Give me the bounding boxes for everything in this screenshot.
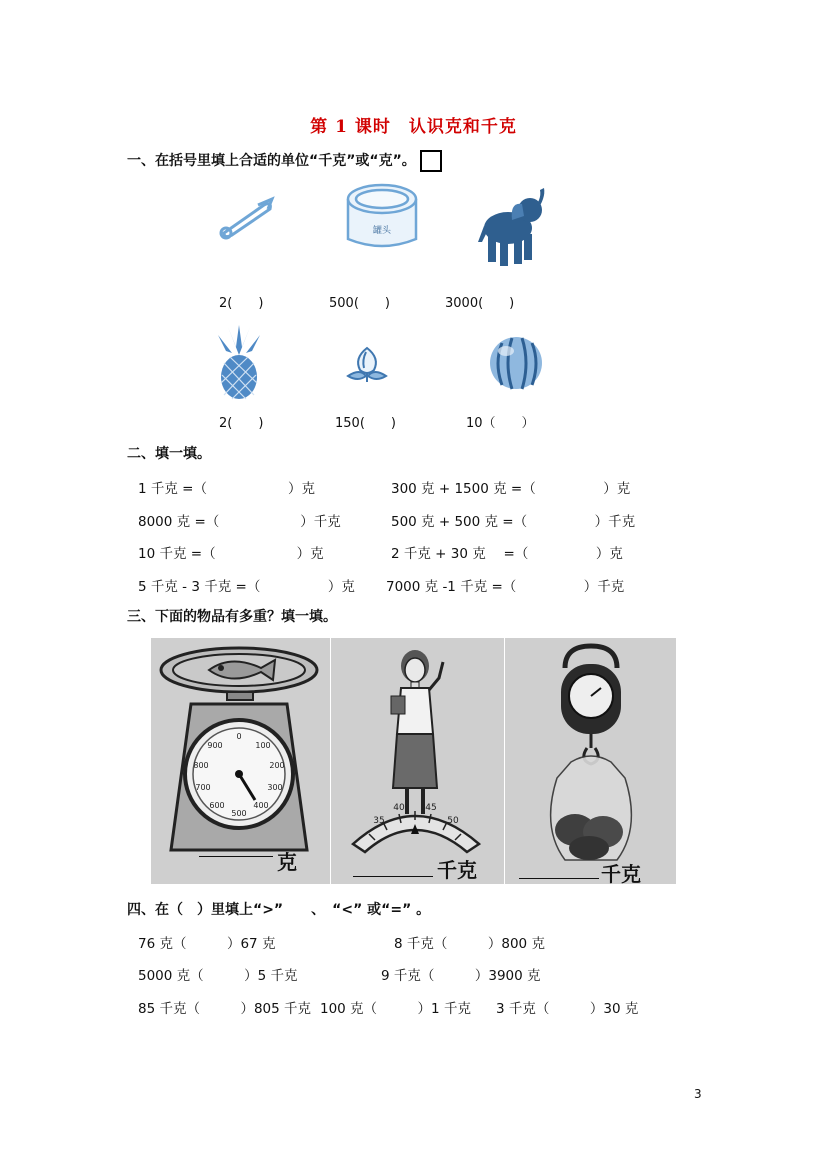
fill-row-4b[interactable]: 7000 克 -1 千克 =（ ）千克 — [386, 579, 625, 595]
answer-blank-pin[interactable]: 2( ) — [219, 296, 264, 311]
spring-scale-panel — [505, 638, 676, 884]
answer-blank-pineapple[interactable]: 2( ) — [219, 416, 264, 431]
girl-on-scale-icon — [331, 638, 504, 884]
kitchen-scale-panel — [151, 638, 330, 884]
dial-tick-100: 100 — [255, 741, 271, 750]
fill-row-2b[interactable]: 500 克 + 500 克 =（ ）千克 — [391, 514, 636, 530]
unit-label-fish: 克 — [277, 850, 297, 874]
answer-blank-can[interactable]: 500( ) — [329, 296, 390, 311]
page-title: 第 1 课时 认识克和千克 — [310, 117, 517, 137]
body-scale-panel — [331, 638, 504, 884]
fill-row-1b[interactable]: 300 克 + 1500 克 =（ ）克 — [391, 481, 631, 497]
spring-scale-icon — [505, 638, 676, 884]
safety-pin-icon — [218, 195, 276, 241]
can-icon — [344, 181, 420, 253]
section2-heading: 二、填一填。 — [127, 446, 211, 462]
dial-tick-0: 0 — [236, 732, 242, 741]
can-label: 罐头 — [372, 226, 392, 236]
page-number: 3 — [694, 1087, 702, 1101]
answer-line-fish[interactable] — [199, 856, 273, 857]
compare-row-3b[interactable]: 100 克（ ）1 千克 — [320, 1001, 471, 1017]
answer-blank-elephant[interactable]: 3000( ) — [445, 296, 515, 311]
fill-row-4a[interactable]: 5 千克 - 3 千克 =（ ）克 — [138, 579, 355, 595]
dial-tick-500: 500 — [231, 809, 247, 818]
section3-heading: 三、下面的物品有多重？填一填。 — [127, 609, 337, 625]
checkbox-square[interactable] — [420, 150, 442, 172]
fill-row-3b[interactable]: 2 千克 + 30 克 =（ ）克 — [391, 546, 623, 562]
dial-tick-400: 400 — [253, 801, 269, 810]
section1-heading — [127, 150, 442, 172]
dial-tick-700: 700 — [195, 783, 211, 792]
dial-tick-800: 800 — [193, 761, 209, 770]
compare-row-3c[interactable]: 3 千克（ ）30 克 — [496, 1001, 639, 1017]
answer-line-girl[interactable] — [353, 876, 433, 877]
compare-row-1a[interactable]: 76 克（ ）67 克 — [138, 936, 276, 952]
answer-line-bag[interactable] — [519, 878, 599, 879]
scale-tick-40: 40 — [393, 803, 405, 813]
compare-row-2b[interactable]: 9 千克（ ）3900 克 — [381, 968, 541, 984]
fill-row-2a[interactable]: 8000 克 =（ ）千克 — [138, 514, 341, 530]
answer-blank-watermelon[interactable]: 10（ ） — [466, 416, 535, 431]
dial-tick-900: 900 — [207, 741, 223, 750]
compare-row-1b[interactable]: 8 千克（ ）800 克 — [394, 936, 545, 952]
section1-heading-text: 一、在括号里填上合适的单位“千克”或“克”。 — [127, 153, 416, 169]
watermelon-icon — [488, 335, 544, 391]
compare-row-2a[interactable]: 5000 克（ ）5 千克 — [138, 968, 298, 984]
kitchen-scale-icon — [151, 638, 330, 884]
scale-tick-35: 35 — [373, 816, 385, 826]
peach-icon — [344, 342, 390, 388]
unit-label-bag: 千克 — [601, 862, 641, 884]
unit-label-girl: 千克 — [437, 858, 477, 882]
dial-tick-600: 600 — [209, 801, 225, 810]
compare-row-3a[interactable]: 85 千克（ ）805 千克 — [138, 1001, 312, 1017]
elephant-icon — [478, 186, 548, 268]
scale-tick-45: 45 — [425, 803, 437, 813]
scale-tick-50: 50 — [447, 816, 459, 826]
answer-blank-peach[interactable]: 150( ) — [335, 416, 396, 431]
fill-row-3a[interactable]: 10 千克 =（ ）克 — [138, 546, 324, 562]
dial-tick-300: 300 — [267, 783, 283, 792]
fill-row-1a[interactable]: 1 千克 =（ ）克 — [138, 481, 315, 497]
pineapple-icon — [214, 325, 264, 401]
dial-tick-200: 200 — [269, 761, 285, 770]
section4-heading: 四、在（ ）里填上“>” 、 “<” 或“=” 。 — [127, 902, 431, 918]
